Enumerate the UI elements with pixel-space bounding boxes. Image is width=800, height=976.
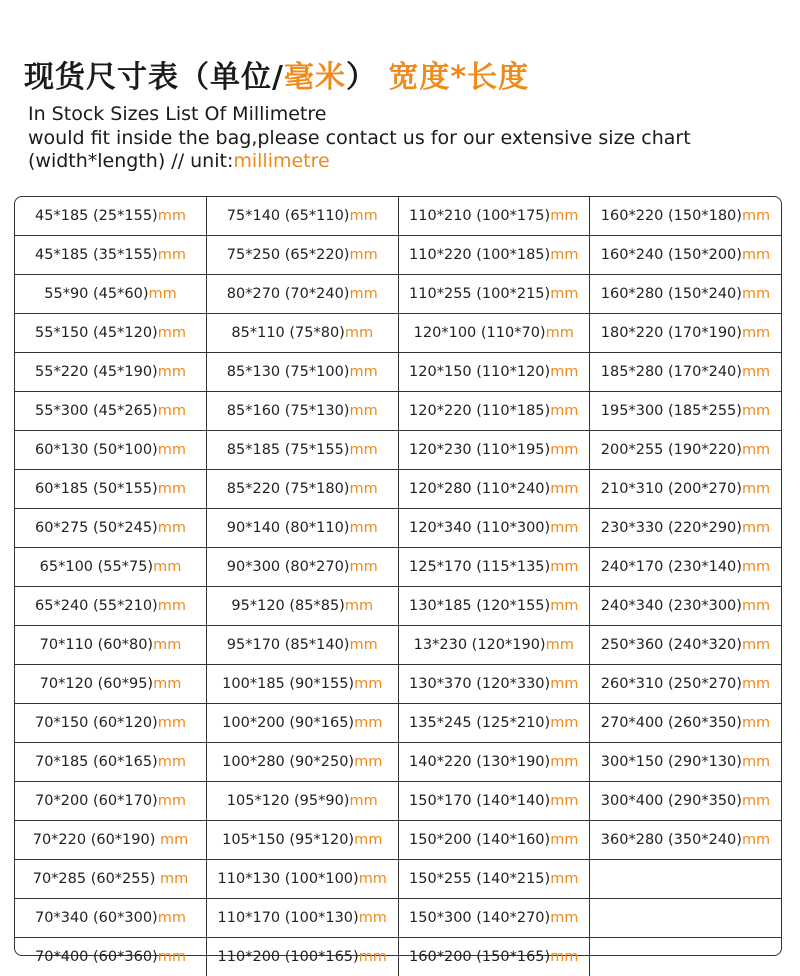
size-value: 65*100 (55*75) <box>40 559 153 575</box>
size-cell <box>207 665 399 704</box>
unit-label: mm <box>550 949 578 965</box>
size-cell <box>590 275 782 314</box>
title-main: 现货尺寸表（单位/ <box>24 60 284 95</box>
size-value: 120*340 (110*300) <box>409 520 550 536</box>
size-value: 195*300 (185*255) <box>601 403 742 419</box>
unit-label: mm <box>550 598 578 614</box>
unit-label: mm <box>148 286 176 302</box>
table-row <box>15 860 781 899</box>
unit-label: mm <box>160 832 188 848</box>
size-value: 85*110 (75*80) <box>231 325 344 341</box>
size-cell <box>15 470 207 509</box>
table-row <box>15 431 781 470</box>
size-cell <box>207 353 399 392</box>
size-value: 100*200 (90*165) <box>222 715 354 731</box>
size-cell <box>590 548 782 587</box>
size-value: 95*170 (85*140) <box>227 637 350 653</box>
table-row <box>15 548 781 587</box>
size-cell <box>398 743 590 782</box>
unit-label: mm <box>742 481 770 497</box>
unit-label: mm <box>349 442 377 458</box>
size-cell <box>398 431 590 470</box>
unit-label: mm <box>158 754 186 770</box>
unit-label: mm <box>550 754 578 770</box>
table-row <box>15 236 781 275</box>
unit-label: mm <box>349 637 377 653</box>
size-value: 60*275 (50*245) <box>35 520 158 536</box>
unit-label: mm <box>158 715 186 731</box>
size-value: 150*170 (140*140) <box>409 793 550 809</box>
unit-label: mm <box>550 442 578 458</box>
unit-label: mm <box>550 208 578 224</box>
unit-label: mm <box>550 286 578 302</box>
unit-label: mm <box>742 832 770 848</box>
table-row <box>15 392 781 431</box>
unit-label: mm <box>359 910 387 926</box>
unit-label: mm <box>158 520 186 536</box>
unit-label: mm <box>742 403 770 419</box>
size-value: 160*200 (150*165) <box>409 949 550 965</box>
size-value: 120*150 (110*120) <box>409 364 550 380</box>
size-value: 185*280 (170*240) <box>601 364 742 380</box>
table-row <box>15 197 781 236</box>
size-value: 130*185 (120*155) <box>409 598 550 614</box>
size-value: 55*300 (45*265) <box>35 403 158 419</box>
title-unit: 毫米 <box>284 60 346 95</box>
unit-label: mm <box>550 832 578 848</box>
size-cell <box>15 821 207 860</box>
size-value: 140*220 (130*190) <box>409 754 550 770</box>
size-value: 230*330 (220*290) <box>601 520 742 536</box>
unit-label: mm <box>349 481 377 497</box>
unit-label: mm <box>550 793 578 809</box>
size-cell <box>207 860 399 899</box>
unit-label: mm <box>345 325 373 341</box>
size-cell <box>15 665 207 704</box>
size-cell <box>398 392 590 431</box>
size-value: 180*220 (170*190) <box>601 325 742 341</box>
size-cell <box>398 275 590 314</box>
size-value: 45*185 (35*155) <box>35 247 158 263</box>
size-table-body <box>15 197 781 976</box>
size-cell <box>207 899 399 938</box>
size-cell <box>15 197 207 236</box>
size-value: 240*170 (230*140) <box>601 559 742 575</box>
size-cell <box>590 860 782 899</box>
table-row <box>15 587 781 626</box>
size-cell <box>398 938 590 976</box>
size-cell <box>15 626 207 665</box>
size-value: 85*130 (75*100) <box>227 364 350 380</box>
size-value: 120*230 (110*195) <box>409 442 550 458</box>
size-cell <box>590 314 782 353</box>
size-value: 260*310 (250*270) <box>601 676 742 692</box>
size-value: 360*280 (350*240) <box>601 832 742 848</box>
size-value: 80*270 (70*240) <box>227 286 350 302</box>
size-value: 13*230 (120*190) <box>414 637 546 653</box>
size-cell <box>15 392 207 431</box>
size-value: 120*280 (110*240) <box>409 481 550 497</box>
unit-label: mm <box>349 247 377 263</box>
size-cell <box>207 743 399 782</box>
unit-label: mm <box>153 637 181 653</box>
unit-label: mm <box>349 364 377 380</box>
unit-label: mm <box>349 520 377 536</box>
unit-label: mm <box>742 793 770 809</box>
size-value: 130*370 (120*330) <box>409 676 550 692</box>
table-row <box>15 743 781 782</box>
table-row <box>15 821 781 860</box>
size-value: 85*185 (75*155) <box>227 442 350 458</box>
unit-label: mm <box>550 559 578 575</box>
size-value: 70*285 (60*255) <box>33 871 160 887</box>
table-row <box>15 470 781 509</box>
unit-label: mm <box>550 520 578 536</box>
size-value: 160*220 (150*180) <box>601 208 742 224</box>
unit-label: mm <box>345 598 373 614</box>
size-cell <box>207 587 399 626</box>
size-cell <box>590 743 782 782</box>
unit-label: mm <box>742 676 770 692</box>
size-cell <box>398 314 590 353</box>
unit-label: mm <box>158 247 186 263</box>
size-cell <box>590 353 782 392</box>
unit-label: mm <box>550 481 578 497</box>
size-cell <box>590 431 782 470</box>
unit-label: mm <box>354 715 382 731</box>
subtitle-line-1: In Stock Sizes List Of Millimetre <box>28 103 326 126</box>
unit-label: mm <box>349 793 377 809</box>
size-cell <box>590 821 782 860</box>
unit-label: mm <box>158 325 186 341</box>
unit-label: mm <box>550 247 578 263</box>
size-value: 210*310 (200*270) <box>601 481 742 497</box>
size-value: 105*150 (95*120) <box>222 832 354 848</box>
unit-label: mm <box>354 676 382 692</box>
size-cell <box>15 275 207 314</box>
size-cell <box>590 197 782 236</box>
size-value: 160*280 (150*240) <box>601 286 742 302</box>
unit-label: mm <box>742 715 770 731</box>
unit-label: mm <box>158 949 186 965</box>
size-cell <box>207 197 399 236</box>
size-cell <box>398 197 590 236</box>
size-value: 300*150 (290*130) <box>601 754 742 770</box>
size-value: 150*200 (140*160) <box>409 832 550 848</box>
size-cell <box>15 314 207 353</box>
size-cell <box>207 509 399 548</box>
size-value: 90*140 (80*110) <box>227 520 350 536</box>
unit-label: mm <box>742 364 770 380</box>
size-value: 85*160 (75*130) <box>227 403 350 419</box>
unit-label: mm <box>742 247 770 263</box>
size-value: 70*110 (60*80) <box>40 637 153 653</box>
size-value: 110*220 (100*185) <box>409 247 550 263</box>
unit-label: mm <box>349 559 377 575</box>
size-value: 45*185 (25*155) <box>35 208 158 224</box>
size-value: 120*100 (110*70) <box>414 325 546 341</box>
size-cell <box>15 743 207 782</box>
size-value: 75*250 (65*220) <box>227 247 350 263</box>
table-row <box>15 899 781 938</box>
size-value: 70*200 (60*170) <box>35 793 158 809</box>
size-cell <box>398 236 590 275</box>
size-value: 100*280 (90*250) <box>222 754 354 770</box>
unit-label: mm <box>742 559 770 575</box>
unit-label: mm <box>742 325 770 341</box>
size-value: 60*130 (50*100) <box>35 442 158 458</box>
size-value: 135*245 (125*210) <box>409 715 550 731</box>
unit-label: mm <box>546 325 574 341</box>
size-value: 125*170 (115*135) <box>409 559 550 575</box>
size-value: 70*340 (60*300) <box>35 910 158 926</box>
size-cell <box>590 470 782 509</box>
size-cell <box>207 470 399 509</box>
table-row <box>15 665 781 704</box>
size-value: 95*120 (85*85) <box>231 598 344 614</box>
size-cell <box>398 860 590 899</box>
size-cell <box>398 821 590 860</box>
size-value: 85*220 (75*180) <box>227 481 350 497</box>
size-value: 70*220 (60*190) <box>33 832 160 848</box>
unit-label: mm <box>158 208 186 224</box>
size-cell <box>207 431 399 470</box>
size-cell <box>15 860 207 899</box>
unit-label: mm <box>349 208 377 224</box>
unit-label: mm <box>158 598 186 614</box>
size-cell <box>207 314 399 353</box>
size-cell <box>398 548 590 587</box>
unit-label: mm <box>742 598 770 614</box>
size-cell <box>398 899 590 938</box>
size-cell <box>398 587 590 626</box>
unit-label: mm <box>742 754 770 770</box>
size-cell <box>590 587 782 626</box>
size-value: 100*185 (90*155) <box>222 676 354 692</box>
table-row <box>15 509 781 548</box>
size-value: 120*220 (110*185) <box>409 403 550 419</box>
size-value: 300*400 (290*350) <box>601 793 742 809</box>
size-cell <box>398 509 590 548</box>
size-cell <box>590 626 782 665</box>
size-value: 90*300 (80*270) <box>227 559 350 575</box>
unit-label: mm <box>550 676 578 692</box>
size-table <box>14 196 782 956</box>
unit-label: mm <box>546 637 574 653</box>
unit-label: mm <box>158 910 186 926</box>
size-cell <box>590 236 782 275</box>
subtitle-unit: millimetre <box>233 150 329 172</box>
size-cell <box>15 353 207 392</box>
size-cell <box>15 899 207 938</box>
unit-label: mm <box>349 286 377 302</box>
size-cell <box>398 782 590 821</box>
size-cell <box>207 275 399 314</box>
size-value: 270*400 (260*350) <box>601 715 742 731</box>
size-value: 70*120 (60*95) <box>40 676 153 692</box>
size-cell <box>15 509 207 548</box>
unit-label: mm <box>550 715 578 731</box>
unit-label: mm <box>550 910 578 926</box>
size-cell <box>590 392 782 431</box>
size-value: 110*255 (100*215) <box>409 286 550 302</box>
size-value: 110*130 (100*100) <box>218 871 359 887</box>
unit-label: mm <box>153 676 181 692</box>
size-cell <box>207 236 399 275</box>
size-value: 55*220 (45*190) <box>35 364 158 380</box>
table-row <box>15 626 781 665</box>
subtitle-line-2: would fit inside the bag,please contact us for our extensive size chart <box>28 127 691 150</box>
size-cell <box>590 938 782 976</box>
table-row <box>15 704 781 743</box>
size-cell <box>207 821 399 860</box>
unit-label: mm <box>550 871 578 887</box>
size-cell <box>207 704 399 743</box>
title-close: ） <box>346 60 377 95</box>
size-cell <box>15 431 207 470</box>
title-dimension-label: 宽度*长度 <box>388 60 529 95</box>
unit-label: mm <box>349 403 377 419</box>
size-cell <box>398 704 590 743</box>
size-value: 70*150 (60*120) <box>35 715 158 731</box>
size-value: 70*185 (60*165) <box>35 754 158 770</box>
unit-label: mm <box>742 442 770 458</box>
size-value: 75*140 (65*110) <box>227 208 350 224</box>
size-cell <box>207 548 399 587</box>
size-value: 55*150 (45*120) <box>35 325 158 341</box>
size-cell <box>15 587 207 626</box>
table-row <box>15 275 781 314</box>
table-row <box>15 314 781 353</box>
size-value: 200*255 (190*220) <box>601 442 742 458</box>
subtitle-line-3-prefix: (width*length) // unit: <box>28 150 233 172</box>
size-value: 110*200 (100*165) <box>218 949 359 965</box>
size-cell <box>207 938 399 976</box>
size-cell <box>207 392 399 431</box>
size-cell <box>590 704 782 743</box>
size-value: 240*340 (230*300) <box>601 598 742 614</box>
size-value: 110*170 (100*130) <box>218 910 359 926</box>
table-row <box>15 782 781 821</box>
size-cell <box>207 782 399 821</box>
size-cell <box>398 626 590 665</box>
unit-label: mm <box>742 637 770 653</box>
unit-label: mm <box>354 754 382 770</box>
size-value: 250*360 (240*320) <box>601 637 742 653</box>
size-cell <box>15 782 207 821</box>
size-cell <box>590 665 782 704</box>
size-cell <box>398 353 590 392</box>
size-cell <box>15 938 207 976</box>
unit-label: mm <box>742 286 770 302</box>
unit-label: mm <box>742 520 770 536</box>
size-value: 150*300 (140*270) <box>409 910 550 926</box>
unit-label: mm <box>158 481 186 497</box>
subtitle-line-3 <box>28 150 330 173</box>
size-cell <box>590 899 782 938</box>
unit-label: mm <box>158 442 186 458</box>
size-cell <box>15 548 207 587</box>
size-value: 105*120 (95*90) <box>227 793 350 809</box>
size-cell <box>398 665 590 704</box>
unit-label: mm <box>359 949 387 965</box>
size-value: 65*240 (55*210) <box>35 598 158 614</box>
unit-label: mm <box>550 403 578 419</box>
size-cell <box>590 782 782 821</box>
table-row <box>15 353 781 392</box>
unit-label: mm <box>160 871 188 887</box>
unit-label: mm <box>742 208 770 224</box>
unit-label: mm <box>158 403 186 419</box>
size-value: 160*240 (150*200) <box>601 247 742 263</box>
size-cell <box>15 236 207 275</box>
unit-label: mm <box>359 871 387 887</box>
size-cell <box>15 704 207 743</box>
size-value: 60*185 (50*155) <box>35 481 158 497</box>
unit-label: mm <box>158 793 186 809</box>
size-value: 110*210 (100*175) <box>409 208 550 224</box>
unit-label: mm <box>153 559 181 575</box>
unit-label: mm <box>158 364 186 380</box>
unit-label: mm <box>354 832 382 848</box>
size-cell <box>207 626 399 665</box>
size-value: 150*255 (140*215) <box>409 871 550 887</box>
page-title <box>24 52 529 96</box>
table-row <box>15 938 781 976</box>
size-cell <box>590 509 782 548</box>
size-value: 70*400 (60*360) <box>35 949 158 965</box>
size-value: 55*90 (45*60) <box>44 286 148 302</box>
unit-label: mm <box>550 364 578 380</box>
size-cell <box>398 470 590 509</box>
